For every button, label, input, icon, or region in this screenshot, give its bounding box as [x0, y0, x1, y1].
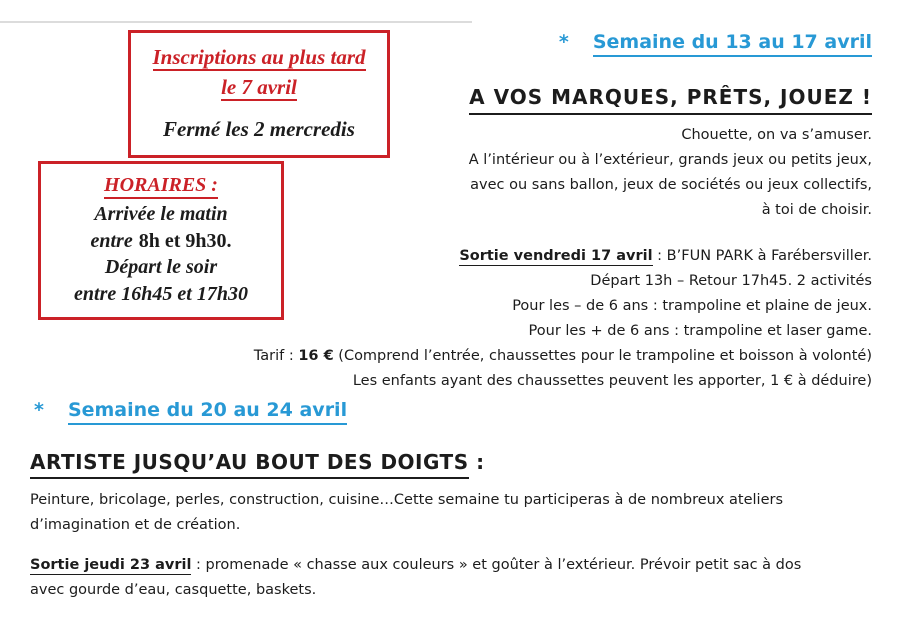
- horaires-departure-time-line: entre 16h45 et 17h30: [74, 282, 248, 305]
- week1-outing-line: Départ 13h – Retour 17h45. 2 activités: [590, 273, 872, 289]
- week1-outing-line1: [150, 244, 872, 269]
- week1-tarif-line2: Les enfants ayant des chaussettes peuvent les apporter, 1 € à déduire): [352, 373, 872, 389]
- week1-outing-rest: : B’FUN PARK à Farébersviller.: [652, 248, 872, 264]
- week2-activity-title: ARTISTE JUSQU’AU BOUT DES DOIGTS: [30, 450, 469, 479]
- asterisk-bullet-icon: *: [558, 31, 569, 53]
- asterisk-bullet-icon: *: [34, 399, 44, 421]
- horaires-arrival-time: 8h et 9h30.: [138, 229, 232, 252]
- tarif-prefix: Tarif :: [253, 348, 299, 364]
- week1-outing-line: Pour les – de 6 ans : trampoline et plaine de jeux.: [512, 298, 872, 314]
- week2-outing-label: Sortie jeudi 23 avril: [30, 557, 192, 573]
- week2-outing-line1: [30, 553, 801, 578]
- week1-intro-line: Chouette, on va s’amuser.: [681, 127, 872, 143]
- week1-intro-line: A l’intérieur ou à l’extérieur, grands jeux ou petits jeux,: [468, 152, 872, 168]
- week2-outing-line2: avec gourde d’eau, casquette, baskets.: [30, 582, 317, 598]
- closed-note: Fermé les 2 mercredis: [163, 117, 355, 142]
- week2-activity-title-line: [30, 450, 783, 479]
- week1-outing-label: Sortie vendredi 17 avril: [459, 248, 653, 264]
- week1-heading-line: [150, 30, 872, 55]
- horaires-departure-line: Départ le soir: [104, 256, 218, 278]
- week1-tarif-line: [150, 344, 872, 369]
- week2-activity-title-suffix: :: [468, 450, 485, 474]
- week1-intro: [150, 123, 872, 223]
- week1-activity-title-line: [150, 85, 872, 115]
- horaires-title: HORAIRES :: [104, 174, 218, 199]
- week1-outing-line: Pour les + de 6 ans : trampoline et laser game.: [528, 323, 872, 339]
- week1-section: [150, 30, 872, 394]
- horaires-arrival-line: Arrivée le matin: [94, 203, 228, 225]
- week1-heading: Semaine du 13 au 17 avril: [593, 31, 872, 57]
- week2-description-line: Peinture, bricolage, perles, construction, cuisine…Cette semaine tu participeras à de nombreux ateliers: [30, 492, 784, 508]
- inscriptions-title-text1: Inscriptions au plus tard: [153, 45, 366, 71]
- inscriptions-title-text2: le 7 avril: [221, 75, 297, 101]
- week2-outing: [30, 553, 801, 603]
- week1-intro-line: avec ou sans ballon, jeux de sociétés ou jeux collectifs,: [470, 177, 872, 193]
- week2-heading: Semaine du 20 au 24 avril: [68, 399, 347, 425]
- week1-outing: [150, 244, 872, 394]
- week1-activity-title: A VOS MARQUES, PRÊTS, JOUEZ !: [469, 85, 872, 115]
- scan-artifact-line: [0, 21, 472, 23]
- week2-description-line: d’imagination et de création.: [30, 517, 241, 533]
- week1-intro-line: à toi de choisir.: [761, 202, 872, 218]
- tarif-rest: (Comprend l’entrée, chaussettes pour le trampoline et boisson à volonté): [333, 348, 872, 364]
- week2-outing-rest: : promenade « chasse aux couleurs » et goûter à l’extérieur. Prévoir petit sac à dos: [191, 557, 802, 573]
- week2-section: [30, 450, 783, 538]
- tarif-amount: 16 €: [298, 348, 334, 364]
- horaires-arrival-prefix: entre: [90, 229, 133, 252]
- week2-heading-line: [34, 399, 347, 421]
